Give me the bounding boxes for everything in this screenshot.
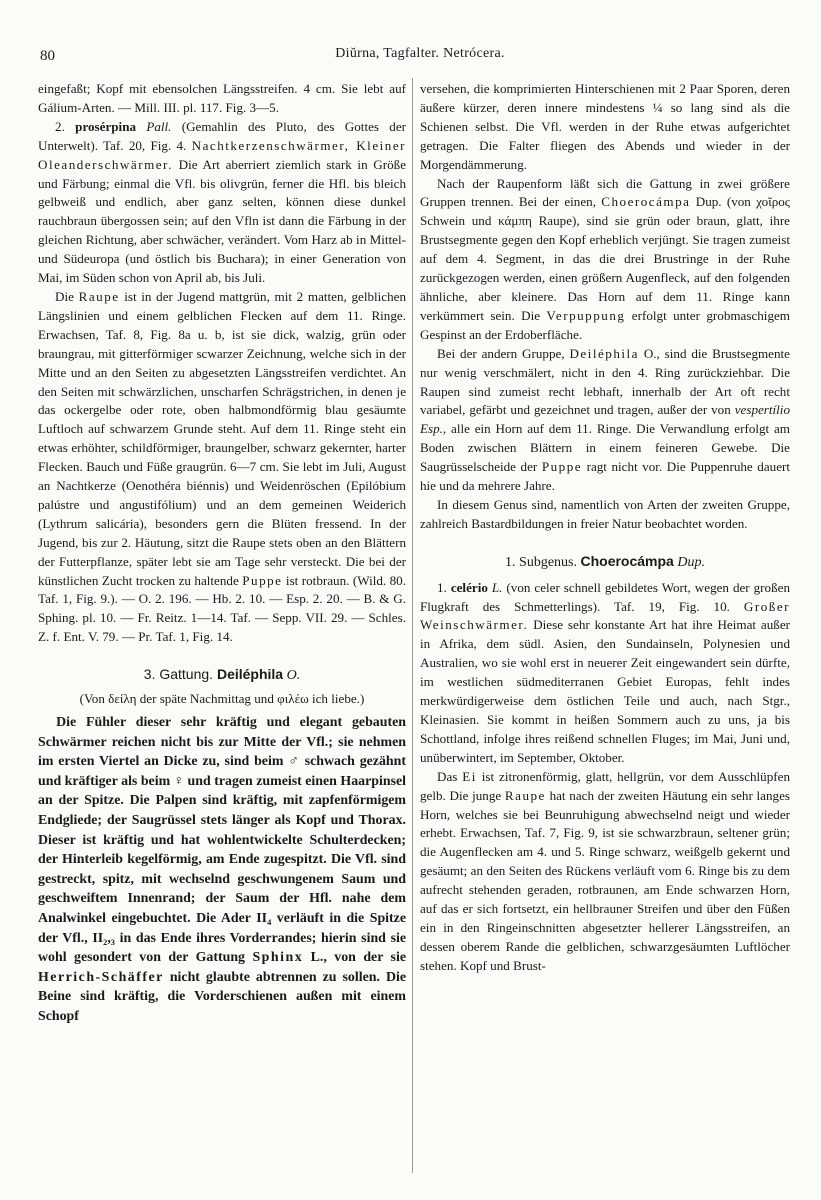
species-name: prosérpina [75,118,137,134]
paragraph-text: ragt nicht vor. Die Puppenruhe dauert hie und da mehrere Jahre. [420,459,790,494]
species-text: (Gemahlin des Pluto, des Gottes der Unterwelt). Taf. 20, Fig. 4. [38,118,406,153]
paragraph-text: , alle ein Horn auf dem 11. Ringe. Die Verwandlung erfolgt am Boden zwischen Blättern in einem feineren Gewebe. Die Saugrüsselscheide der [420,421,790,475]
subgenus-name: Choerocámpa [580,552,674,569]
right-column [420,80,790,1175]
species-number: 1. [437,579,451,595]
term-raupe: Raupe [504,787,546,803]
page-header [40,46,800,68]
paragraph-text: nicht glaubte abtrennen zu sollen. Die Beine sind kräftig, die Vorderschienen außen mit einem Schopf [38,969,406,1024]
groups-paragraph [420,175,790,345]
paragraph-text: Nach der Raupenform läßt sich die Gattung in zwei größere Gruppen trennen. Bei der einen, [420,175,790,210]
species-text: Diese sehr konstante Art hat ihre Heimat außer in Afrika, dem südl. Asien, den Sundainseln, Polynesien und Australien, wo sie wohl erst in neuerer Zeit eingewandert sein dürfte, im westlichen südmediterranen Gebiet Europas, fehlt indes merkwürdigerweise dem östlichen Teile und auch, nach Stgr., Kleinasien. Sie kommt in heißen Sommern auch zu uns, ja bis Schottland, infolge ihres reißend schnellen Fluges; im Mai, Juni und, unüberwintert, im September, Oktober. [420,617,790,765]
term-puppe: Puppe [242,572,283,588]
paragraph-text: hat nach der zweiten Häutung ein sehr langes Horn, welches sie bei Beunruhigung abwechselnd neigt und wieder erhebt. Erwachsen, Taf. 7, Fig. 9, ist sie schwarzbraun, seltener grün; die Augenflecken am 4. und 5. Ringe schwarz, weißgelb gekernt und gesäumt; an den Seiten des Rückens verläuft vom 6. Ringe bis zu dem aufrecht stehenden geraden, rotbraunen, am Ende schwarzen Horn, auf das er sich fortsetzt, ein hellbrauner Streifen und über den Füßen ein in den Ringeinschnitten abgesetzter hellerer Längsstreifen, an dessen oberem Rande die gelblichen, schwarzgesäumten Luftlöcher stehen. Kopf und Brust- [420,787,790,973]
subgenus-label: 1. Subgenus. [505,554,581,570]
paragraph-text: ist zitronenförmig, glatt, hellgrün, vor dem Ausschlüpfen gelb. Die junge [420,768,790,803]
paragraph-text: ist in der Jugend mattgrün, mit 2 matten, gelblichen Längslinien und einem gelblichen Flecken auf dem 11. Ringe. Erwachsen, Taf. 8, Fig. 8a u. b, ist sie dick, walzig, grün oder braungrau, mit gitterförmiger scwarzer Zeichnung, welche sich in der Mitte und an den Seiten zu abgesetzten Längsstreifen verdichtet. An den Seiten mit schwärzlichen, unscharfen Schrägstrichen, in denen je das ockergelbe oder rote, oben halbmondförmig blau gesäumte Luftloch auf schwarzem Grunde steht. Auf dem 11. Ringe steht ein etwas erhöhter, schildförmiger, braungelber, schwarz gekernter, harter Flecken. Bauch und Füße graugrün. 6—7 cm. Sie lebt im Juli, August an Nachtkerze (Oenothéra biénnis) und Weidenröschen (Epilóbium palústre und angustifólium) und an dem gemeinen Weiderich (Lythrum salicária), besonders gern die Blüten fressend. In der Jugend, bis zur 2. Häutung, sitzt die Raupe stets oben an den Blättern der Futterpflanze, später lebt sie am Tage sehr versteckt. Die bei der künstlichen Zucht trocken zu haltende [38,288,406,588]
paragraph-text: Die Fühler dieser sehr kräftig und elegant gebauten Schwärmer reichen nicht bis zur Mitte der Vfl.; sie nehmen im ersten Viertel an Dicke zu, sind beim ♂ schwach gezähnt und kräftiger als beim ♀ und tragen zumeist einen Haarpinsel an der Spitze. Die Palpen sind kräftig, mit zapfenförmigem Endgliede; der Saugrüssel stets länger als Kopf und Thorax. Dieser ist kräftig und hat wohlentwickelte Schulterdecken; der Hinterleib kegelförmig, am Ende zugespitzt. Die Vfl. sind gestreckt, spitz, mit wechselnd geschwungenem Saum und geschweiftem Innenrand; der Saum der Hfl. nahe dem Analwinkel eingebuchtet. Die Ader II₄ verläuft in die Spitze der Vfl., II₂,₃ in das Ende ihres Vorderrandes; hierin sind sie wohl gesondert von der Gattung [38,715,406,966]
author-ref: Herrich-Schäffer [38,969,164,985]
species-proserpina [38,118,406,288]
left-column [38,80,406,1175]
subgenus-heading [420,552,790,573]
paragraph-text: Das [437,768,463,784]
genus-heading [38,665,406,686]
species-ref: vespertílio Esp. [420,402,790,437]
paragraph-text: Dup. (von χοῖρος Schwein und κάμπη Raupe), sind sie grün oder braun, glatt, ihre Brustsegmente gegen den Kopf erheblich verjüngt. Sie tragen zumeist auf dem 4. Segment, in das die drei Brustringe in der Ruhe zurückgezogen werden, einen größern Augenfleck, auf den folgenden ähnliche, aber kleinere. Das Horn auf dem 11. Ringe kann verkümmert sein. Die [420,194,790,323]
etymology: (Von δείλη der späte Nachmittag und φιλέω ich liebe.) [79,691,365,707]
ei-paragraph [420,768,790,976]
species-text: Die Art aberriert ziemlich stark in Größe und Färbung; einmal die Vfl. bis olivgrün, ferner die Hfl. bis bleich gelbweiß und endlich, aber ganz selten, können diese dunkel rauchbraun übergossen sein; auf den Vfln ist dann die Färbung in der gleichen Richtung, aber schwächer, verändert. Vom Harz ab in Mittel- und Südeuropa (und östlich bis Buchara); in einer Generation von Mai, im Süden schon von April ab, bis Juli. [38,156,406,286]
column-divider [412,78,413,1173]
group-deilephila: Deiléphila [569,345,639,361]
common-names: Großer Weinschwärmer. [420,598,790,633]
term-ei: Ei [462,768,477,784]
genus-description [38,713,406,1027]
common-names: Nachtkerzenschwärmer, Kleiner Oleanderschwärmer. [38,137,406,172]
paragraph-text: Bei der andern Gruppe, [437,345,570,361]
paragraph-text: L., von der sie [303,950,406,966]
genus-author: O. [283,668,301,684]
genus-name: Deiléphila [216,666,284,683]
species-number: 2. [55,118,76,134]
term-puppe: Puppe [541,459,583,475]
paragraph-text: erfolgt unter grobmaschigem Gespinst an der Erdoberfläche. [420,307,790,342]
paragraph-continuation: eingefaßt; Kopf mit ebensolchen Längsstreifen. 4 cm. Sie lebt auf Gálium-Arten. — Mill. III. pl. 117. Fig. 3—5. [38,81,406,115]
genus-number: 3. Gattung. [143,666,217,683]
species-text: (von celer schnell gebildetes Wort, wegen der großen Flugkraft des Schmetterlings). Taf. 19, Fig. 10. [420,579,790,614]
second-group-paragraph [420,345,790,496]
species-author: L. [487,579,503,595]
term-raupe: Raupe [78,288,120,304]
group-choerocampa: Choerocámpa [601,194,691,210]
paragraph-text: ist rotbraun. (Wild. 80. Taf. 1, Fig. 9.). — O. 2. 196. — Hb. 2. 10. — Esp. 2. 20. — B. & G. Sphing. pl. 10. — Fr. Reitz. 1—14. Taf. — Sepp. VII. 29. — Schles. Z. f. Ent. V. 79. — Pr. Taf. 1, Fig. 14. [38,572,406,645]
raupe-paragraph [38,288,406,647]
genus-ref-sphinx: Sphinx [252,950,304,966]
species-celerio [420,579,790,768]
running-title: Diŭrna, Tagfalter. Netrócera. [335,46,505,61]
paragraph-text: Die [55,288,79,304]
species-author: Pall. [136,118,172,134]
paragraph-text: O., sind die Brustsegmente nur wenig verschmälert, nicht in den 4. Ring zurückziehbar. Die Raupen sind zumeist recht lebhaft, innerhalb der Art oft recht variabel, gefärbt und gezeichnet und tragen, außer der von [420,345,790,418]
page-number: 80 [40,48,55,64]
hybrid-paragraph: In diesem Genus sind, namentlich von Arten der zweiten Gruppe, zahlreich Bastardbildungen in freier Natur beobachtet worden. [420,496,790,531]
term-verpuppung: Verpuppung [546,307,626,323]
paragraph-continuation: versehen, die komprimierten Hinterschienen mit 2 Paar Sporen, deren äußere kürzer, deren innere mindestens ¼ so lang sind als die Schienen selbst. Die Vfl. werden in der Ruhe etwas aufgerichtet getragen. Die Falter fliegen des Abends und wieder in der Morgendämmerung. [420,81,790,172]
subgenus-author: Dup. [673,554,705,570]
species-name: celério [450,579,488,595]
